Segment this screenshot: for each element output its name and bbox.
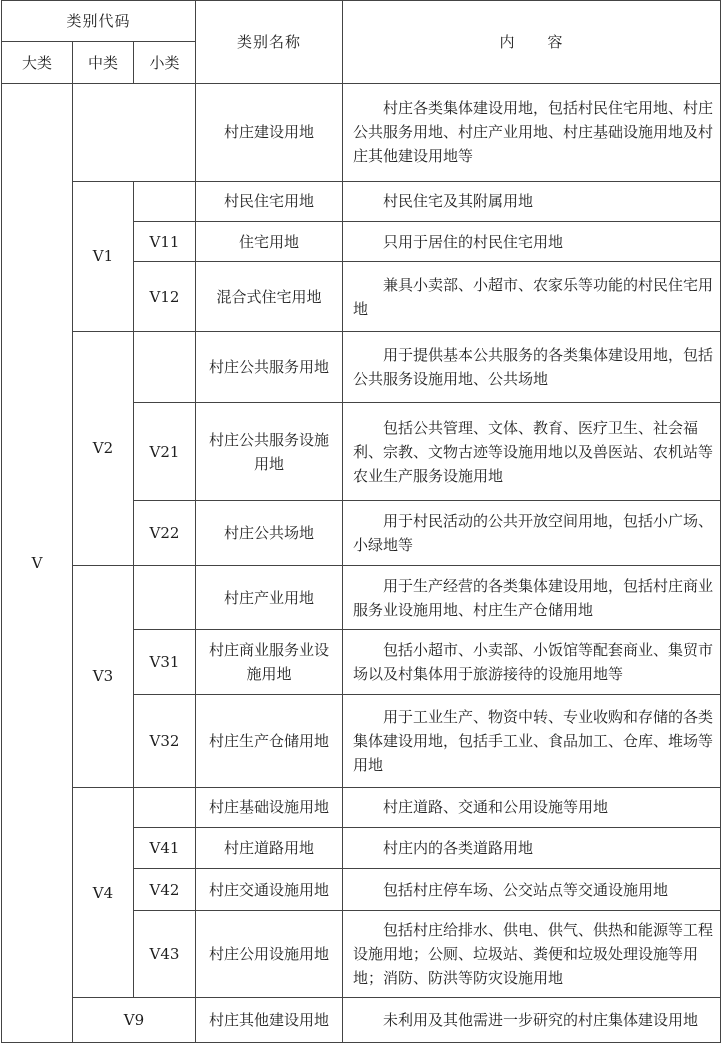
header-category-name: 类别名称 xyxy=(196,1,343,84)
row-v41-name: 村庄道路用地 xyxy=(196,828,343,869)
row-v3-name: 村庄产业用地 xyxy=(196,565,343,630)
row-v1-desc: 村民住宅及其附属用地 xyxy=(343,181,721,221)
code-v42: V42 xyxy=(134,869,196,910)
row-v22-desc: 用于村民活动的公共开放空间用地，包括小广场、小绿地等 xyxy=(343,501,721,566)
major-code-cell: V xyxy=(2,83,73,1042)
row-v21-name: 村庄公共服务设施用地 xyxy=(196,403,343,501)
header-content: 内 容 xyxy=(343,1,721,84)
row-v42-name: 村庄交通设施用地 xyxy=(196,869,343,910)
code-v12: V12 xyxy=(134,262,196,332)
empty-code-cell xyxy=(134,787,196,827)
code-v31: V31 xyxy=(134,630,196,695)
code-v2: V2 xyxy=(73,331,134,565)
code-v21: V21 xyxy=(134,403,196,501)
empty-code-cell xyxy=(134,181,196,221)
row-v12-desc: 兼具小卖部、小超市、农家乐等功能的村民住宅用地 xyxy=(343,262,721,332)
row-v32-name: 村庄生产仓储用地 xyxy=(196,694,343,787)
row-v1-name: 村民住宅用地 xyxy=(196,181,343,221)
row-v9-name: 村庄其他建设用地 xyxy=(196,998,343,1043)
code-v1: V1 xyxy=(73,181,134,331)
row-v11-desc: 只用于居住的村民住宅用地 xyxy=(343,221,721,261)
row-v2-name: 村庄公共服务用地 xyxy=(196,331,343,403)
empty-code-cell xyxy=(134,331,196,403)
header-minor: 小类 xyxy=(134,42,196,83)
row-v32-desc: 用于工业生产、物资中转、专业收购和存储的各类集体建设用地，包括手工业、食品加工、仓库、堆场等用地 xyxy=(343,694,721,787)
row-v2-desc: 用于提供基本公共服务的各类集体建设用地，包括公共服务设施用地、公共场地 xyxy=(343,331,721,403)
row-v31-desc: 包括小超市、小卖部、小饭馆等配套商业、集贸市场以及村集体用于旅游接待的设施用地等 xyxy=(343,630,721,695)
header-code-group: 类别代码 xyxy=(2,1,196,42)
row-v4-name: 村庄基础设施用地 xyxy=(196,787,343,827)
code-v41: V41 xyxy=(134,828,196,869)
code-v22: V22 xyxy=(134,501,196,566)
code-v3: V3 xyxy=(73,565,134,787)
code-v11: V11 xyxy=(134,221,196,261)
row-v3-desc: 用于生产经营的各类集体建设用地，包括村庄商业服务业设施用地、村庄生产仓储用地 xyxy=(343,565,721,630)
header-major: 大类 xyxy=(2,42,73,83)
row-v-desc: 村庄各类集体建设用地，包括村民住宅用地、村庄公共服务用地、村庄产业用地、村庄基础设施用地及村庄其他建设用地等 xyxy=(343,83,721,181)
header-medium: 中类 xyxy=(73,42,134,83)
land-classification-table xyxy=(1,0,721,1043)
row-v11-name: 住宅用地 xyxy=(196,221,343,261)
row-v12-name: 混合式住宅用地 xyxy=(196,262,343,332)
row-v42-desc: 包括村庄停车场、公交站点等交通设施用地 xyxy=(343,869,721,910)
row-v22-name: 村庄公共场地 xyxy=(196,501,343,566)
row-v9-desc: 未利用及其他需进一步研究的村庄集体建设用地 xyxy=(343,998,721,1043)
empty-code-cell xyxy=(134,565,196,630)
row-v-name: 村庄建设用地 xyxy=(196,83,343,181)
row-v21-desc: 包括公共管理、文体、教育、医疗卫生、社会福利、宗教、文物古迹等设施用地以及兽医站、农机站等农业生产服务设施用地 xyxy=(343,403,721,501)
empty-code-cell xyxy=(73,83,196,181)
row-v31-name: 村庄商业服务业设施用地 xyxy=(196,630,343,695)
row-v4-desc: 村庄道路、交通和公用设施等用地 xyxy=(343,787,721,827)
row-v43-desc: 包括村庄给排水、供电、供气、供热和能源等工程设施用地；公厕、垃圾站、粪便和垃圾处理设施等用地；消防、防洪等防灾设施用地 xyxy=(343,910,721,998)
code-v32: V32 xyxy=(134,694,196,787)
code-v9: V9 xyxy=(73,998,196,1043)
code-v4: V4 xyxy=(73,787,134,998)
code-v43: V43 xyxy=(134,910,196,998)
row-v43-name: 村庄公用设施用地 xyxy=(196,910,343,998)
row-v41-desc: 村庄内的各类道路用地 xyxy=(343,828,721,869)
